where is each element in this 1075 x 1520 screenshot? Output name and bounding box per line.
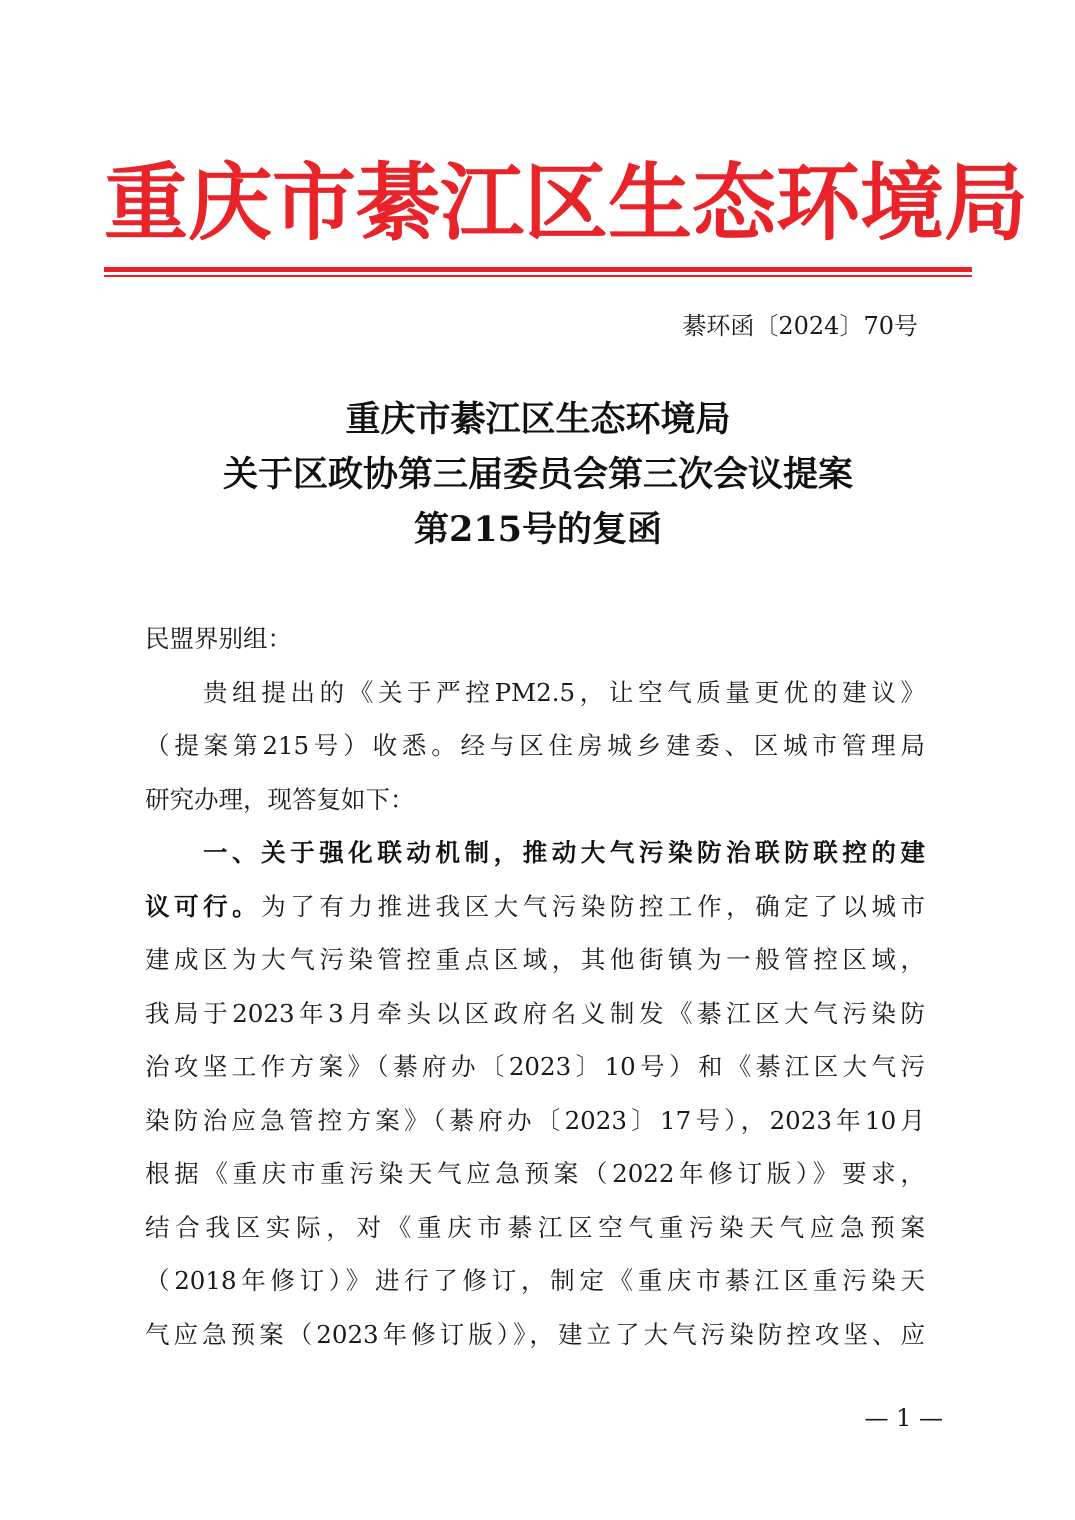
paragraph-line: 治攻坚工作方案》（綦府办〔2023〕10号）和《綦江区大气污 bbox=[145, 1052, 925, 1081]
document-title bbox=[104, 392, 972, 557]
paragraph-line bbox=[145, 880, 925, 934]
paragraph-line: 研究办理，现答复如下： bbox=[145, 784, 415, 814]
salutation: 民盟界别组： bbox=[145, 624, 292, 653]
agency-masthead: 重庆市綦江区生态环境局 bbox=[104, 153, 1029, 252]
paragraph-line: 结合我区实际，对《重庆市綦江区空气重污染天气应急预案 bbox=[145, 1212, 925, 1242]
paragraph-line: 染防治应急管控方案》（綦府办〔2023〕17号），2023年10月 bbox=[145, 1105, 925, 1135]
paragraph-line: 根据《重庆市重污染天气应急预案（2022年修订版）》要求， bbox=[145, 1159, 925, 1188]
paragraph-line: 气应急预案（2023年修订版）》，建立了大气污染防控攻坚、应 bbox=[145, 1319, 925, 1349]
paragraph-line: 我局于2023年3月牵头以区政府名义制发《綦江区大气污染防 bbox=[145, 998, 925, 1028]
title-line-2: 关于区政协第三届委员会第三次会议提案 bbox=[222, 454, 853, 495]
paragraph-line: （提案第215号）收悉。经与区住房城乡建委、区城市管理局 bbox=[145, 731, 925, 760]
title-line-3: 第215号的复函 bbox=[413, 509, 663, 550]
paragraph-line: （2018年修订）》进行了修订，制定《重庆市綦江区重污染天 bbox=[145, 1266, 925, 1295]
red-divider-thick bbox=[104, 267, 972, 272]
paragraph-line: 建成区为大气污染管控重点区域，其他街镇为一般管控区域， bbox=[145, 945, 925, 974]
red-divider-thin bbox=[104, 275, 972, 277]
paragraph-line: 贵组提出的《关于严控PM2.5，让空气质量更优的建议》 bbox=[203, 677, 925, 707]
letter-body bbox=[145, 612, 925, 1361]
page-number: — 1 — bbox=[864, 1404, 943, 1432]
document-number: 綦环函〔2024〕70号 bbox=[682, 312, 918, 340]
title-line-1: 重庆市綦江区生态环境局 bbox=[345, 399, 731, 440]
section-heading-end: 议可行。 bbox=[145, 891, 262, 921]
section-heading: 一、关于强化联动机制，推动大气污染防治联防联控的建 bbox=[203, 838, 925, 867]
paragraph-text: 为了有力推进我区大气污染防控工作，确定了以城市 bbox=[261, 891, 925, 921]
